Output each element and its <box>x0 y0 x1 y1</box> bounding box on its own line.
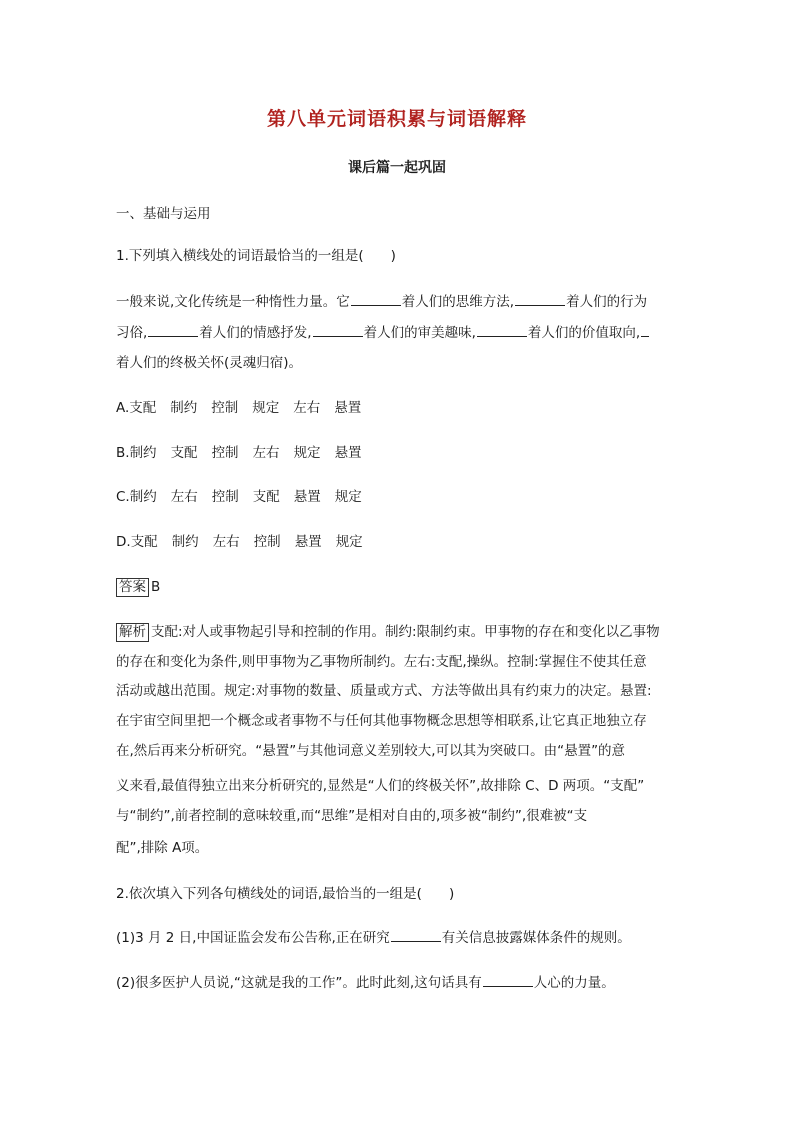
fill-blank-2[interactable] <box>515 292 565 306</box>
fill-blank-6[interactable] <box>641 323 649 337</box>
option-word: 支配 <box>252 489 280 505</box>
option-word: 左右 <box>170 489 198 505</box>
option-word: 左右 <box>212 534 240 550</box>
option-word: 制约 <box>129 445 157 461</box>
analysis-line-2: 的存在和变化为条件,则甲事物为乙事物所制约。左右:支配,操纵。控制:掌握住不使其任意 <box>116 654 647 670</box>
option-word: 制约 <box>170 400 198 416</box>
option-c[interactable]: C.制约 左右 控制 支配 悬置 规定 <box>116 489 362 505</box>
option-word: 悬置 <box>334 400 362 416</box>
option-word: 悬置 <box>293 489 321 505</box>
option-word: 规定 <box>293 445 321 461</box>
option-word: 制约 <box>129 489 157 505</box>
question-1-passage-line-3: 着人们的终极关怀(灵魂归宿)。 <box>116 355 303 371</box>
question-1-passage-line-1: 一般来说,文化传统是一种惰性力量。它 着人们的思维方法, 着人们的行为 <box>116 294 648 310</box>
fill-blank-1[interactable] <box>351 292 401 306</box>
section-heading: 一、基础与运用 <box>116 206 211 222</box>
fill-blank-5[interactable] <box>477 323 527 337</box>
page-subtitle: 课后篇一起巩固 <box>348 160 446 176</box>
option-b[interactable]: B.制约 支配 控制 左右 规定 悬置 <box>116 445 362 461</box>
option-word: 规定 <box>334 489 362 505</box>
option-word: 控制 <box>211 445 239 461</box>
analysis-tag: 解析 <box>116 623 149 642</box>
option-word: 左右 <box>252 445 280 461</box>
option-word: 控制 <box>211 400 239 416</box>
fill-blank-q2-1[interactable] <box>391 928 441 942</box>
analysis-line-3: 活动或越出范围。规定:对事物的数量、质量或方式、方法等做出具有约束力的决定。悬置: <box>116 683 652 699</box>
option-word: 制约 <box>171 534 199 550</box>
option-word: 悬置 <box>334 445 362 461</box>
question-1-passage-line-2: 习俗, 着人们的情感抒发, 着人们的审美趣味, 着人们的价值取向, <box>116 323 650 343</box>
option-word: 支配 <box>129 400 157 416</box>
fill-blank-q2-2[interactable] <box>483 973 533 987</box>
option-d[interactable]: D.支配 制约 左右 控制 悬置 规定 <box>116 534 363 550</box>
analysis-line-1: 解析 支配:对人或事物起引导和控制的作用。制约:限制约束。甲事物的存在和变化以乙事物 <box>116 622 660 642</box>
analysis-line-8: 配”,排除 A项。 <box>116 840 209 856</box>
option-word: 支配 <box>130 534 158 550</box>
option-word: 控制 <box>253 534 281 550</box>
question-2-sentence-2: (2)很多医护人员说,“这就是我的工作”。此时此刻,这句话具有 人心的力量。 <box>116 975 615 991</box>
option-word: 规定 <box>335 534 363 550</box>
option-word: 规定 <box>252 400 280 416</box>
question-2-stem: 2.依次填入下列各句横线处的词语,最恰当的一组是( ) <box>116 886 455 902</box>
option-a[interactable]: A.支配 制约 控制 规定 左右 悬置 <box>116 400 362 416</box>
option-word: 悬置 <box>294 534 322 550</box>
page-title: 第八单元词语积累与词语解释 <box>266 108 527 130</box>
answer-tag: 答案 <box>116 578 149 597</box>
analysis-line-5: 在,然后再来分析研究。“悬置”与其他词意义差别较大,可以其为突破口。由“悬置”的意 <box>116 743 626 759</box>
answer-value: B <box>151 579 161 595</box>
question-2-sentence-1: (1)3 月 2 日,中国证监会发布公告称,正在研究 有关信息披露媒体条件的规则。 <box>116 930 631 946</box>
answer-row <box>116 577 160 597</box>
option-word: 控制 <box>211 489 239 505</box>
question-1-stem: 1.下列填入横线处的词语最恰当的一组是( ) <box>116 248 396 264</box>
analysis-line-6: 义来看,最值得独立出来分析研究的,显然是“人们的终极关怀”,故排除 C、D 两项。“支配” <box>116 778 645 794</box>
option-word: 支配 <box>170 445 198 461</box>
analysis-line-4: 在宇宙空间里把一个概念或者事物不与任何其他事物概念思想等相联系,让它真正地独立存 <box>116 713 647 729</box>
fill-blank-3[interactable] <box>148 323 198 337</box>
analysis-line-7: 与“制约”,前者控制的意味较重,而“思维”是相对自由的,项多被“制约”,很难被“支 <box>116 808 588 824</box>
option-word: 左右 <box>293 400 321 416</box>
fill-blank-4[interactable] <box>313 323 363 337</box>
